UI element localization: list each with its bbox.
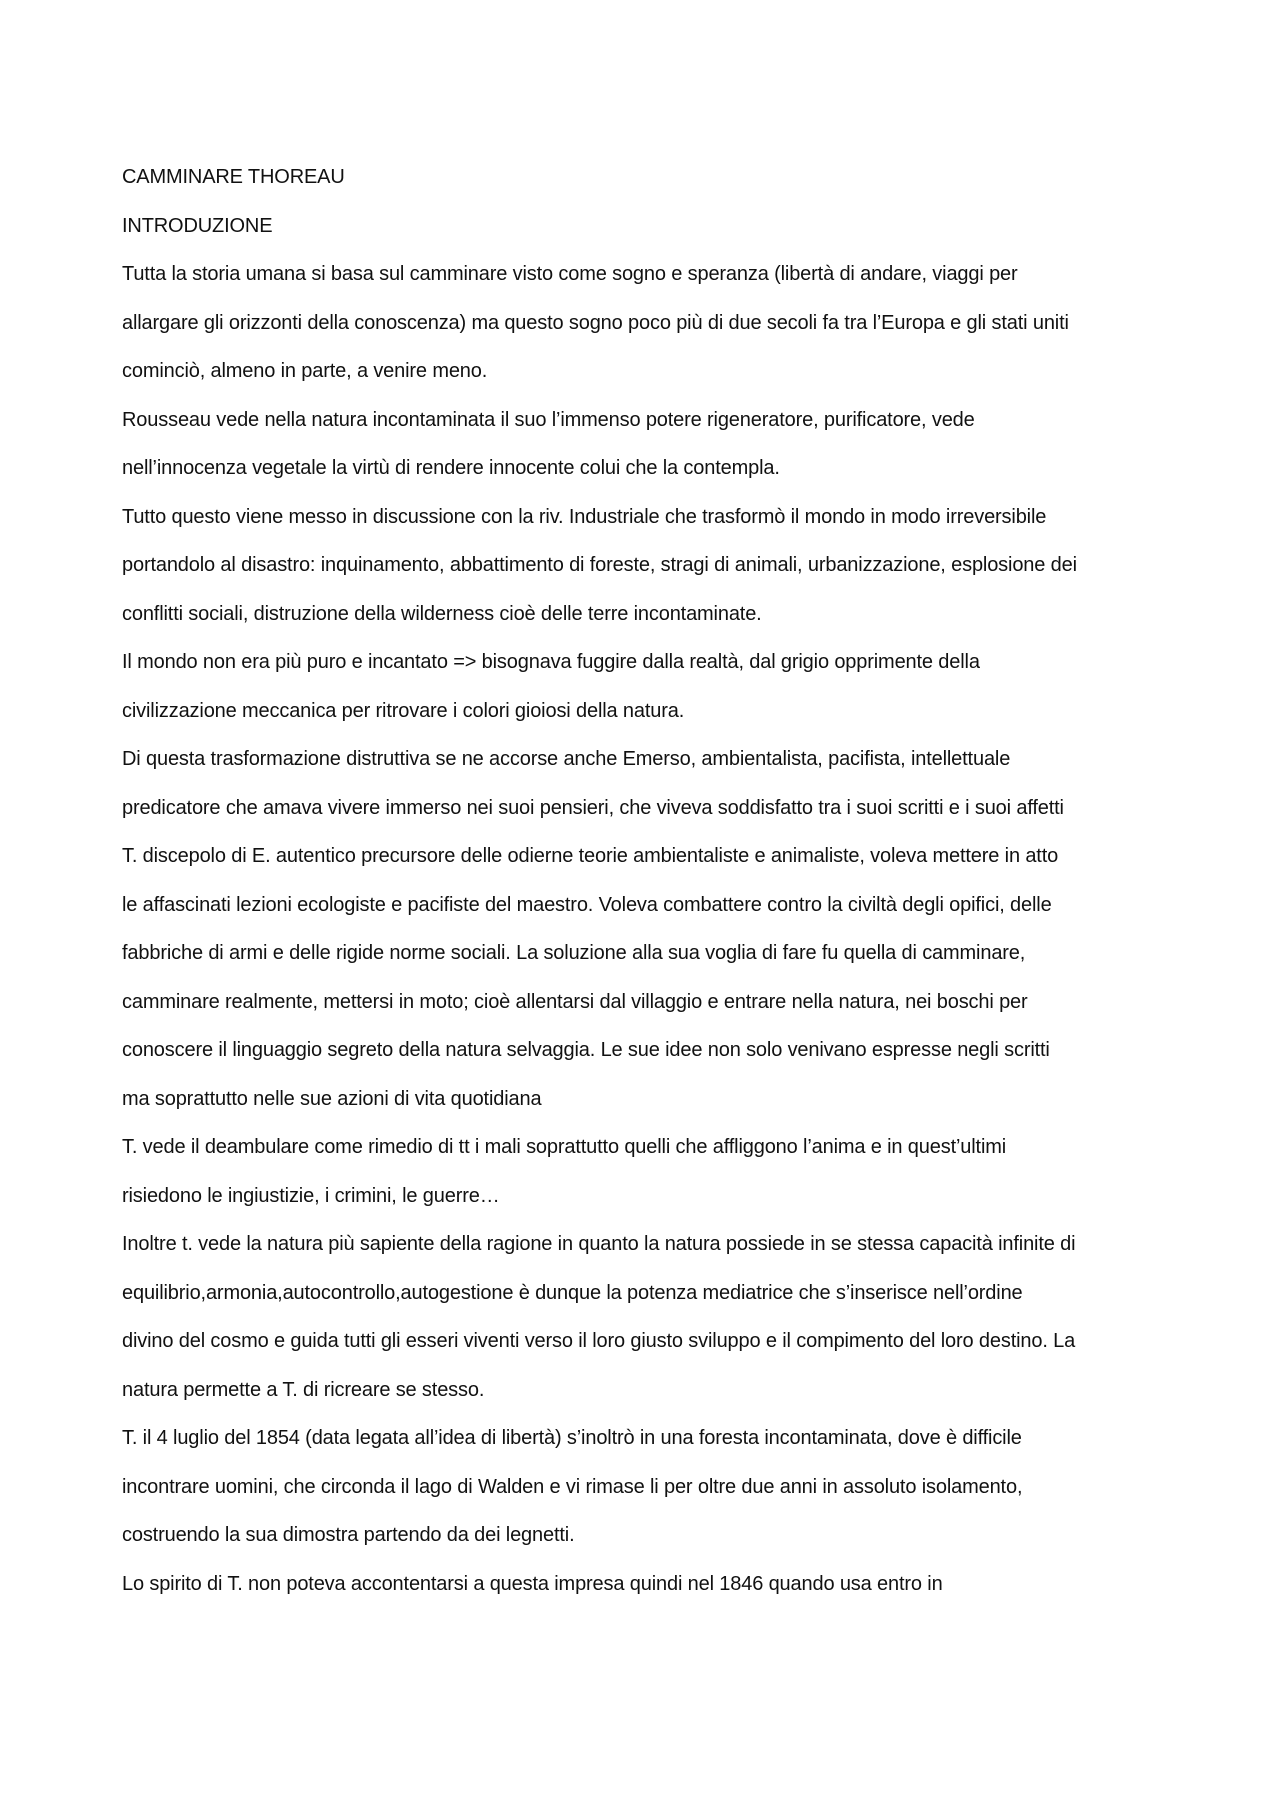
document-body (122, 153, 1077, 1608)
paragraph: Di questa trasformazione distruttiva se ne accorse anche Emerso, ambientalista, pacifista, intellettuale predicatore che amava vivere immerso nei suoi pensieri, che viveva soddisfatto tra i suoi scritti e i suoi affetti (122, 748, 1064, 819)
paragraph: Il mondo non era più puro e incantato => bisognava fuggire dalla realtà, dal grigio opprimente della civilizzazione meccanica per ritrovare i colori gioiosi della natura. (122, 651, 980, 722)
paragraph: T. discepolo di E. autentico precursore delle odierne teorie ambientaliste e animaliste, voleva mettere in atto le affascinati lezioni ecologiste e pacifiste del maestro. Voleva combattere contro la civiltà degli opifici, delle fabbriche di armi e delle rigide norme sociali. La soluzione alla sua voglia di fare fu quella di camminare, camminare realmente, mettersi in moto; cioè allentarsi dal villaggio e entrare nella natura, nei boschi per conoscere il linguaggio segreto della natura selvaggia. Le sue idee non solo venivano espresse negli scritti ma soprattutto nelle sue azioni di vita quotidiana (122, 845, 1059, 1110)
paragraph: Rousseau vede nella natura incontaminata il suo l’immenso potere rigeneratore, purificatore, vede nell’innocenza vegetale la virtù di rendere innocente colui che la contempla. (122, 408, 975, 479)
paragraph: T. vede il deambulare come rimedio di tt i mali soprattutto quelli che affliggono l’anima e in quest’ultimi risiedono le ingiustizie, i crimini, le guerre… (122, 1136, 1007, 1207)
section-heading: INTRODUZIONE (122, 214, 273, 237)
document-title: CAMMINARE THOREAU (122, 166, 345, 188)
paragraph: Tutto questo viene messo in discussione con la riv. Industriale che trasformò il mondo in modo irreversibile portandolo al disastro: inquinamento, abbattimento di foreste, stragi di animali, urbanizzazione, esplosione dei conflitti sociali, distruzione della wilderness cioè delle terre incontaminate. (122, 505, 1077, 625)
paragraph: Lo spirito di T. non poteva accontentarsi a questa impresa quindi nel 1846 quando usa entro in (122, 1572, 943, 1595)
paragraph: Tutta la storia umana si basa sul camminare visto come sogno e speranza (libertà di andare, viaggi per allargare gli orizzonti della conoscenza) ma questo sogno poco più di due secoli fa tra l’Europa e gli stati uniti cominciò, almeno in parte, a venire meno. (122, 263, 1069, 382)
paragraph: Inoltre t. vede la natura più sapiente della ragione in quanto la natura possiede in se stessa capacità infinite di equilibrio,armonia,autocontrollo,autogestione è dunque la potenza mediatrice che s’inserisce nell’ordine divino del cosmo e guida tutti gli esseri viventi verso il loro giusto sviluppo e il compimento del loro destino. La natura permette a T. di ricreare se stesso. (122, 1233, 1076, 1401)
paragraph: T. il 4 luglio del 1854 (data legata all’idea di libertà) s’inoltrò in una foresta incontaminata, dove è difficile incontrare uomini, che circonda il lago di Walden e vi rimase li per oltre due anni in assoluto isolamento, costruendo la sua dimostra partendo da dei legnetti. (122, 1427, 1023, 1546)
